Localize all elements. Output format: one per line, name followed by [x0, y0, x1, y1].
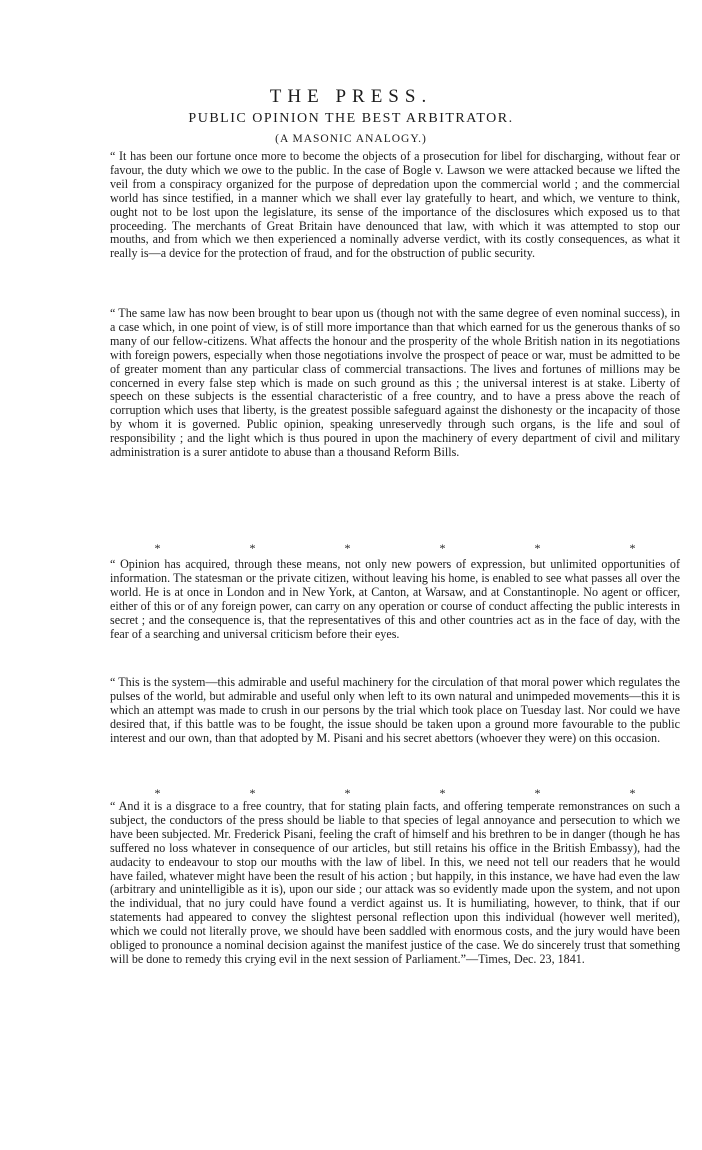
separator-star: * — [154, 786, 161, 800]
separator-star: * — [249, 541, 256, 555]
page-subsubtitle: (A MASONIC ANALOGY.) — [275, 133, 427, 145]
separator-star: * — [344, 786, 351, 800]
separator-star: * — [249, 786, 256, 800]
separator-star: * — [534, 541, 541, 555]
separator-star: * — [629, 541, 636, 555]
page-subtitle: PUBLIC OPINION THE BEST ARBITRATOR. — [188, 111, 514, 126]
page-title: THE PRESS. — [269, 86, 433, 107]
separator-star: * — [534, 786, 541, 800]
paragraph-3: “ Opinion has acquired, through these means, not only new powers of expression, but unlimited opportunities of information. The statesman or the private citizen, without leaving his home, is enabled to see what passes all over the world. He is at once in London and in New York, at Canton, at Warsaw, and at Constantinople. No agent or officer, either of this or of any foreign power, can carry on any operation or course of conduct affecting the public interests in secret ; and the consequence is, that the representatives of this and other countries act as in the face of day, with the fear of a searching and universal criticism before their eyes. — [110, 557, 680, 641]
section-separator — [110, 541, 680, 556]
paragraph-5: “ And it is a disgrace to a free country, that for stating plain facts, and offering temperate remonstrances on such a subject, the conductors of the press should be liable to that species of legal annoyance and persecution to which we have been subjected. Mr. Frederick Pisani, feeling the craft of himself and his brethren to be in danger (though he has suffered no loss whatever in consequence of our articles, but still retains his office in the British Embassy), had the audacity to endeavour to stop our mouths with the law of libel. In this, we need not tell our readers that he would have failed, whatever might have been the result of his action ; but happily, in this instance, we have had even the law (arbitrary and unintelligible as it is), upon our side ; our attack was so evidently made upon the system, and not upon the individual, that no jury could have found a verdict against us. It is humiliating, however, to think, that if our statements had appeared to convey the slightest personal reflection upon this individual (however well merited), which we could not literally prove, we should have been saddled with enormous costs, and the jury would have been obliged to pronounce a nominal decision against the manifest justice of the case. We do sincerely trust that something will be done to remedy this crying evil in the next session of Parliament.”—Times, Dec. 23, 1841. — [110, 799, 680, 966]
paragraph-4: “ This is the system—this admirable and useful machinery for the circulation of that moral power which regulates the pulses of the world, but admirable and useful only when left to its own natural and unimpeded movements—this it is which an attempt was made to crush in our persons by the trial which took place on Tuesday last. Nor could we have desired that, if this battle was to be fought, the issue should be taken upon a ground more favourable to the public interest and our own, than that adopted by M. Pisani and his secret abettors (whoever they were) on this occasion. — [110, 675, 680, 745]
separator-star: * — [439, 541, 446, 555]
paragraph-2: “ The same law has now been brought to bear upon us (though not with the same degree of even nominal success), in a case which, in one point of view, is of still more importance than that which earned for us the generous thanks of so many of our fellow-citizens. What affects the honour and the prosperity of the whole British nation in its negotiations with foreign powers, especially when those negotiations involve the prospect of peace or war, must be admitted to be of greater moment than any particular class of commercial transactions. The lives and fortunes of millions may be concerned in every false step which is made on such ground as this ; the universal interest is at stake. Liberty of speech on these subjects is the essential characteristic of a free country, and to have a press above the reach of corruption which uses that liberty, is the greatest possible safeguard against the dishonesty or the incapacity of those by whom it is governed. Public opinion, speaking unreservedly through such organs, is the life and soul of responsibility ; and the light which is thus poured in upon the machinery of every department of civil and military administration is a surer antidote to abuse than a thousand Reform Bills. — [110, 306, 680, 460]
separator-star: * — [439, 786, 446, 800]
paragraph-1: “ It has been our fortune once more to become the objects of a prosecution for libel for discharging, without fear or favour, the duty which we owe to the public. In the case of Bogle v. Lawson we were attacked because we lifted the veil from a conspiracy organized for the purpose of depredation upon the commercial world ; and the commercial world has since testified, in a manner which we shall ever lay gratefully to heart, and which, we venture to think, ought not to be lost upon the legislature, its sense of the importance of the disclosures which exposed us to that proceeding. The merchants of Great Britain have denounced that law, with which it was attempted to stop our mouths, and from which we then experienced a nominally adverse verdict, with its costly consequences, as what it really is—a device for the protection of fraud, and for the obstruction of public security. — [110, 149, 680, 261]
separator-star: * — [344, 541, 351, 555]
separator-star: * — [154, 541, 161, 555]
separator-star: * — [629, 786, 636, 800]
